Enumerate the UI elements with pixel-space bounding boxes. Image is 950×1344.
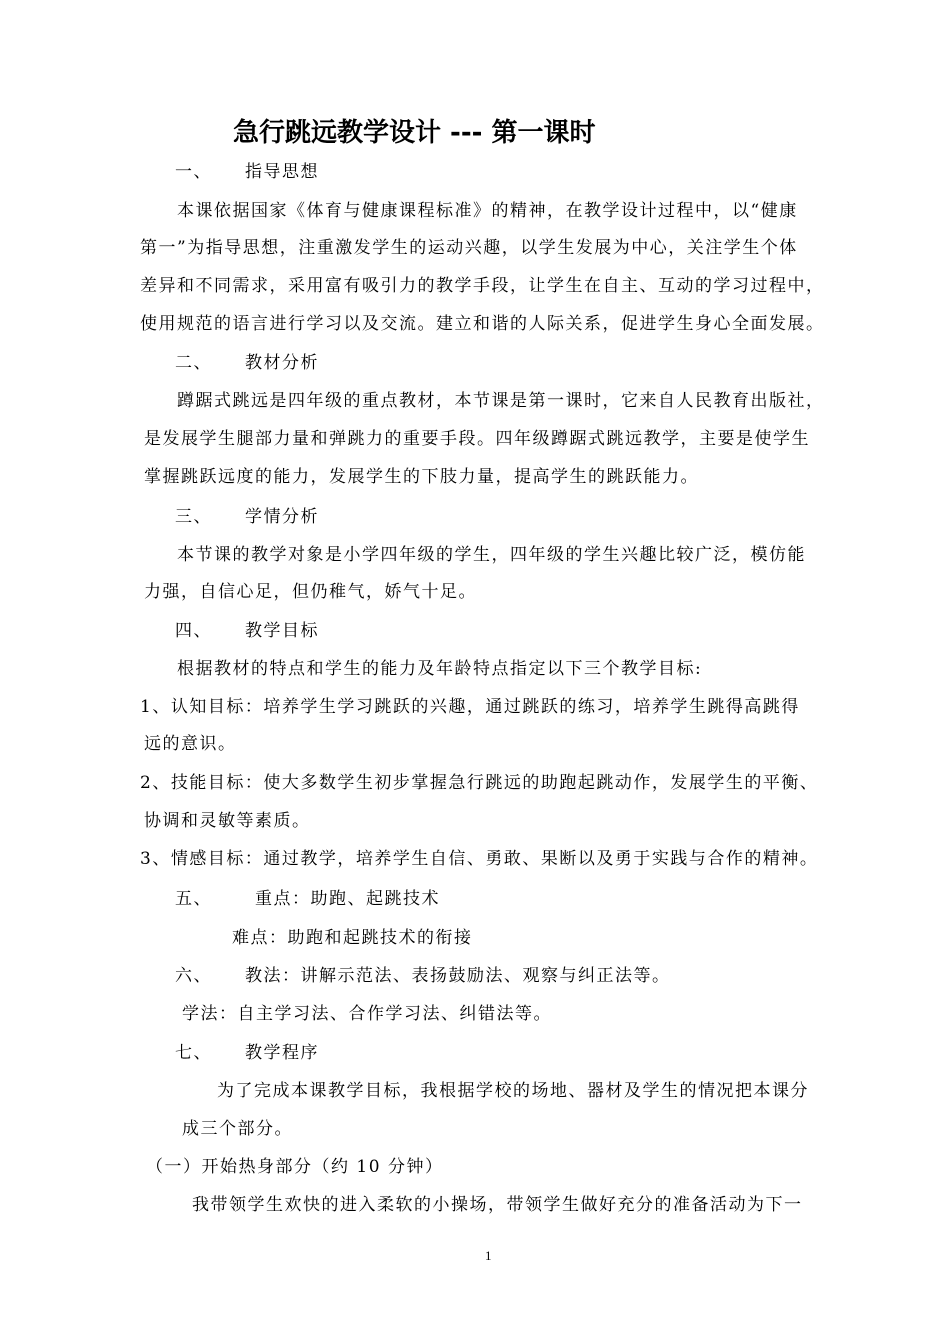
section-title: 教材分析 xyxy=(245,353,319,373)
section-heading-6 xyxy=(175,965,671,987)
section-number: 四、 xyxy=(175,621,212,641)
paragraph-line: 使用规范的语言进行学习以及交流。建立和谐的人际关系，促进学生身心全面发展。 xyxy=(140,314,825,334)
section-number: 七、 xyxy=(175,1043,212,1063)
goal-line: 1、认知目标：培养学生学习跳跃的兴趣，通过跳跃的练习，培养学生跳得高跳得 xyxy=(140,697,800,717)
paragraph-line: 难点：助跑和起跳技术的衔接 xyxy=(232,928,473,948)
subsection-heading: （一）开始热身部分（约 10 分钟） xyxy=(146,1157,444,1177)
goal-line: 远的意识。 xyxy=(144,734,237,754)
paragraph-line: 第一”为指导思想，注重激发学生的运动兴趣，以学生发展为中心，关注学生个体 xyxy=(140,238,798,258)
section-title: 学情分析 xyxy=(245,507,319,527)
paragraph-line: 本课依据国家《体育与健康课程标准》的精神，在教学设计过程中，以“健康 xyxy=(177,201,798,221)
section-title: 重点：助跑、起跳技术 xyxy=(255,889,440,909)
paragraph-line: 掌握跳跃远度的能力，发展学生的下肢力量，提高学生的跳跃能力。 xyxy=(144,467,699,487)
paragraph-line: 本节课的教学对象是小学四年级的学生，四年级的学生兴趣比较广泛，模仿能 xyxy=(177,545,806,565)
section-title: 指导思想 xyxy=(245,162,319,182)
paragraph-line: 蹲踞式跳远是四年级的重点教材，本节课是第一课时，它来自人民教育出版社， xyxy=(177,391,825,411)
section-number: 三、 xyxy=(175,507,212,527)
page-title: 急行跳远教学设计 --- 第一课时 xyxy=(233,118,596,148)
section-number: 五、 xyxy=(175,889,212,909)
goal-line: 2、技能目标：使大多数学生初步掌握急行跳远的助跑起跳动作，发展学生的平衡、 xyxy=(140,773,819,793)
section-number: 六、 xyxy=(175,966,212,986)
section-heading-2 xyxy=(175,352,319,374)
section-heading-4 xyxy=(175,620,319,642)
paragraph-line: 学法：自主学习法、合作学习法、纠错法等。 xyxy=(182,1004,552,1024)
page-number: 1 xyxy=(485,1248,492,1263)
section-title: 教学程序 xyxy=(245,1043,319,1063)
paragraph-line: 力强，自信心足，但仍稚气，娇气十足。 xyxy=(144,582,477,602)
paragraph-line: 根据教材的特点和学生的能力及年龄特点指定以下三个教学目标: xyxy=(177,659,703,679)
section-heading-1 xyxy=(175,161,319,183)
paragraph-line: 成三个部分。 xyxy=(182,1119,293,1139)
section-title: 教学目标 xyxy=(245,621,319,641)
paragraph-line: 是发展学生腿部力量和弹跳力的重要手段。四年级蹲踞式跳远教学，主要是使学生 xyxy=(144,429,810,449)
goal-line: 协调和灵敏等素质。 xyxy=(144,811,311,831)
section-title: 教法：讲解示范法、表扬鼓励法、观察与纠正法等。 xyxy=(245,966,671,986)
section-heading-7 xyxy=(175,1042,319,1064)
goal-line: 3、情感目标：通过教学，培养学生自信、勇敢、果断以及勇于实践与合作的精神。 xyxy=(140,849,819,869)
section-heading-3 xyxy=(175,506,319,528)
paragraph-line: 为了完成本课教学目标，我根据学校的场地、器材及学生的情况把本课分 xyxy=(217,1081,809,1101)
section-number: 一、 xyxy=(175,162,212,182)
paragraph-line: 我带领学生欢快的进入柔软的小操场，带领学生做好充分的准备活动为下一 xyxy=(192,1195,803,1215)
section-heading-5 xyxy=(175,888,440,910)
section-number: 二、 xyxy=(175,353,212,373)
paragraph-line: 差异和不同需求，采用富有吸引力的教学手段，让学生在自主、互动的学习过程中， xyxy=(140,276,825,296)
